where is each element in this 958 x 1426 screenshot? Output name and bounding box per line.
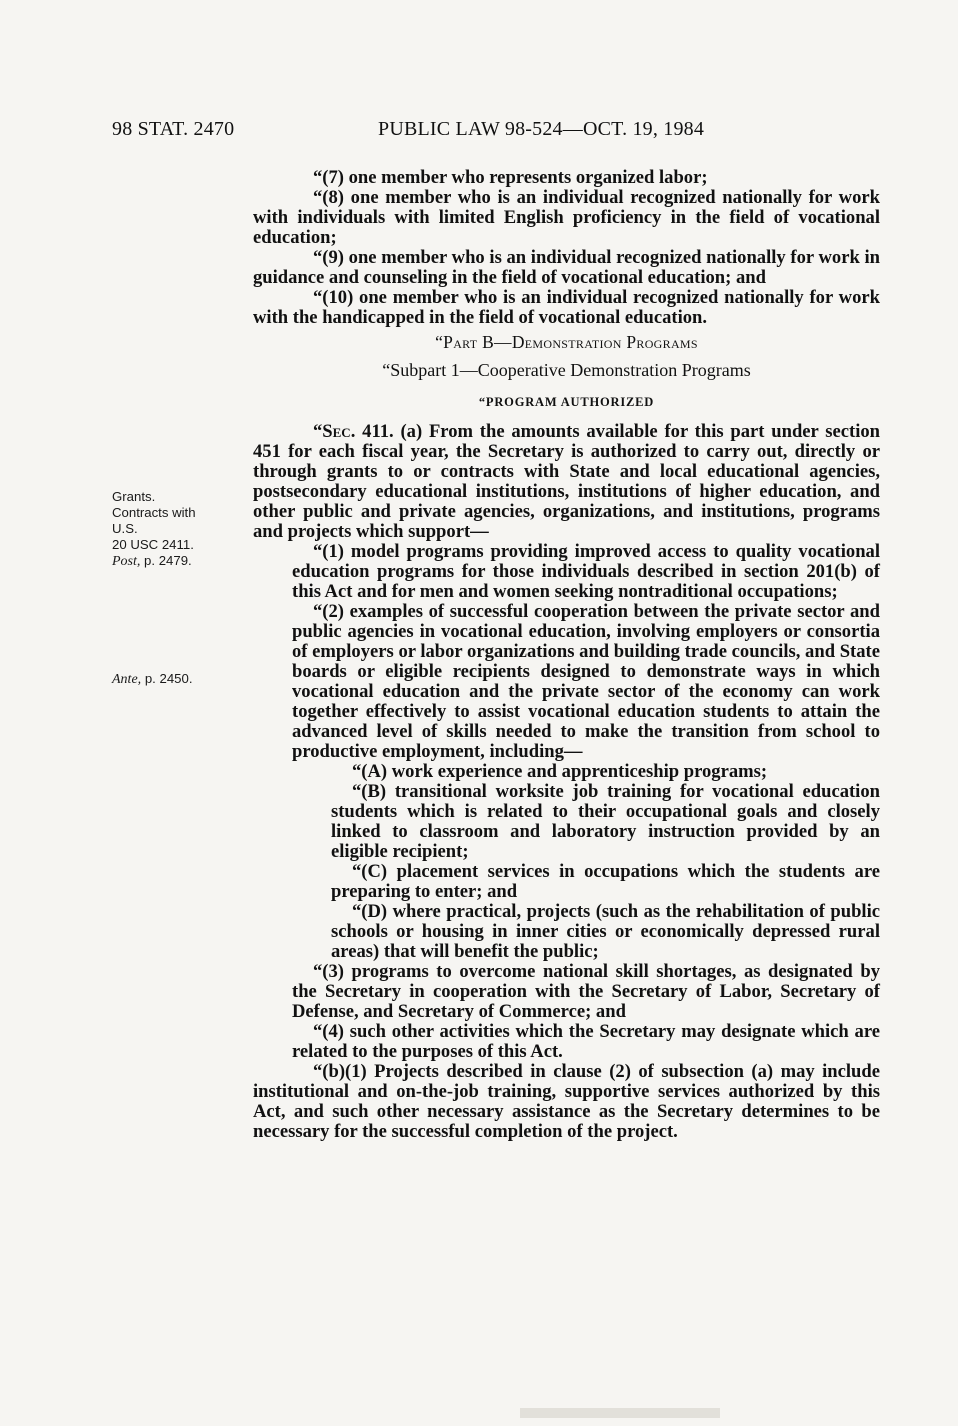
margin-post-ref [112,553,242,570]
clause-9: “(9) one member who is an individual recognized nationally for work in guidance and counseling in the field of vocational education; and [253,247,880,288]
clause-a2-B: “(B) transitional worksite job training for vocational education students which is related to their occupational goals and closely linked to classroom and laboratory instruction provided by an eligible recipient; [331,781,880,862]
clause-8: “(8) one member who is an individual recognized nationally for work with individuals with limited English proficiency in the field of vocational education; [253,187,880,248]
margin-us: U.S. [112,521,138,536]
margin-note-ante [112,671,242,688]
section-411-text: 411. (a) From the amounts available for this part under section 451 for each fiscal year, the Secretary is authorized to carry out, directly or through grants to or contracts with State and local educational agencies, postsecondary educational institutions, institutions of higher education, and other public and private agencies, organizations, and institutions, programs and projects which support— [253,421,880,542]
margin-post-page: p. 2479. [140,553,192,568]
clause-a2-A: “(A) work experience and apprenticeship programs; [352,761,768,782]
subpart-1-heading: “Subpart 1—Cooperative Demonstration Programs [382,360,751,380]
clause-b1: “(b)(1) Projects described in clause (2) of subsection (a) may include institutional and on-the-job training, supportive services authorized by this Act, and such other necessary assistance as the Secretary determines to be necessary for the successful completion of the project. [253,1061,880,1142]
clause-a4: “(4) such other activities which the Secretary may designate which are related to the purposes of this Act. [292,1021,880,1062]
margin-contracts: Contracts with [112,505,196,520]
margin-ante-italic: Ante, [112,672,142,687]
clause-a2-C: “(C) placement services in occupations which the students are preparing to enter; and [331,861,880,902]
bleed-through-mark [520,1408,720,1418]
margin-post-italic: Post, [112,554,141,569]
page-title: PUBLIC LAW 98-524—OCT. 19, 1984 [378,118,705,140]
statute-body [253,168,880,1142]
clause-7: “(7) one member who represents organized labor; [313,167,708,188]
section-411-a [253,422,880,542]
margin-note-grants [112,489,242,570]
clause-10: “(10) one member who is an individual recognized nationally for work with the handicapped in the field of vocational education. [253,287,880,328]
clause-a3: “(3) programs to overcome national skill shortages, as designated by the Secretary in cooperation with the Secretary of Labor, Secretary of Defense, and Secretary of Commerce; and [292,961,880,1022]
part-b-heading: “Part B—Demonstration Programs [435,332,698,352]
clause-a2-D: “(D) where practical, projects (such as the rehabilitation of public schools or housing in inner cities or economically depressed rural areas) that will benefit the public; [331,901,880,962]
section-label: “Sec. [313,421,356,442]
clause-a1: “(1) model programs providing improved access to quality vocational education programs for those individuals described in section 201(b) of this Act and for men and women seeking nontraditional occupations; [292,541,880,602]
program-authorized-heading: “PROGRAM AUTHORIZED [478,395,655,409]
margin-ante-ref [112,671,242,688]
margin-grants: Grants. [112,489,156,504]
margin-ante-page: p. 2450. [141,671,193,686]
margin-usc: 20 USC 2411. [112,537,194,552]
clause-a2: “(2) examples of successful cooperation between the private sector and public agencies in vocational education, involving employers or consortia of employers or labor organizations and building trade councils, and State boards or eligible recipients designed to demonstrate ways in which vocational education and the private sector of the economy can work together effectively to assist vocational education students to attain the advanced level of skills needed to make the transition from school to productive employment, including— [292,601,880,762]
page-stat-number: 98 STAT. 2470 [112,118,235,140]
